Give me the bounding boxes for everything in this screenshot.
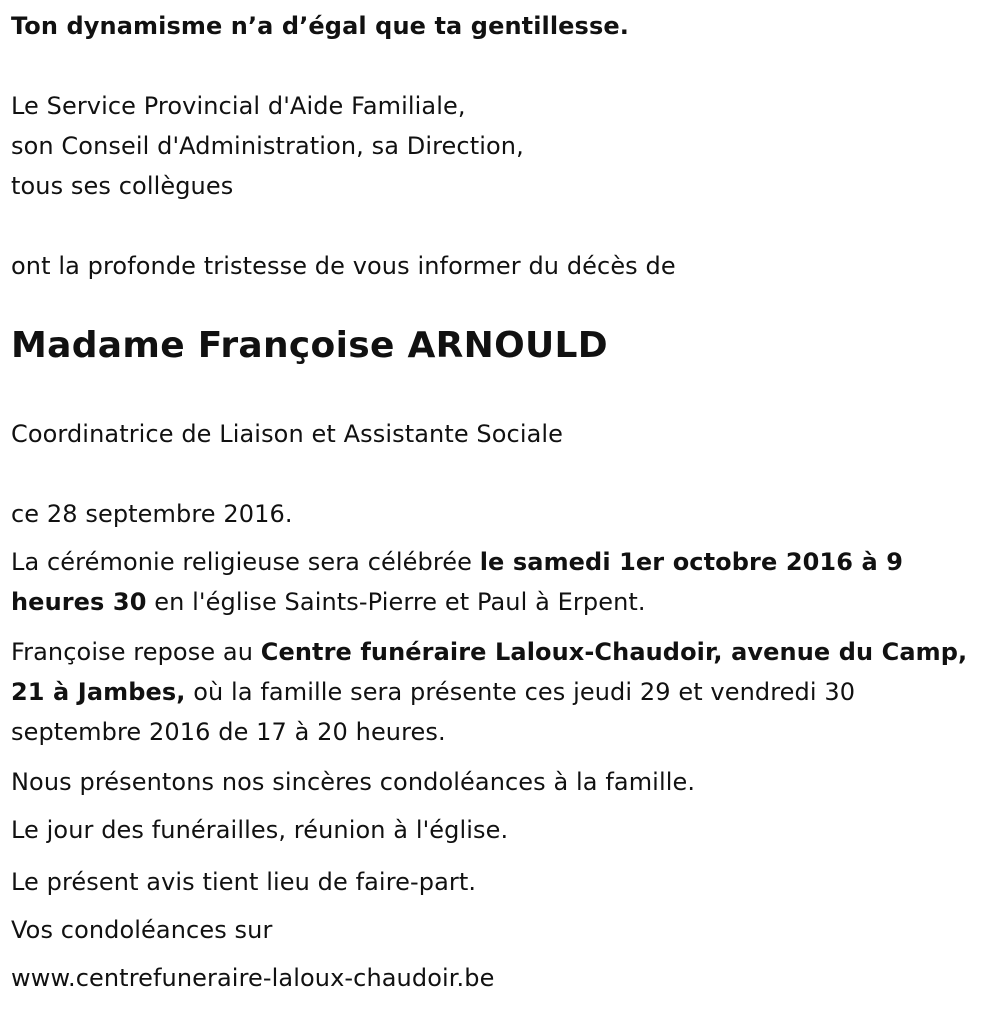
tagline: Ton dynamisme n’a d’égal que ta gentillesse.: [11, 12, 629, 40]
rest-paragraph: [11, 632, 971, 752]
date-of-death: ce 28 septembre 2016.: [11, 500, 293, 528]
condolences-online-line: Vos condoléances sur: [11, 916, 273, 944]
intro-text: ont la profonde tristesse de vous informer du décès de: [11, 252, 676, 280]
notice-line: Le présent avis tient lieu de faire-part.: [11, 868, 477, 896]
sender-line-2: son Conseil d'Administration, sa Direction,: [11, 132, 524, 160]
deceased-name: Madame Françoise ARNOULD: [11, 325, 608, 366]
website-link[interactable]: www.centrefuneraire-laloux-chaudoir.be: [11, 964, 495, 992]
deceased-role: Coordinatrice de Liaison et Assistante Sociale: [11, 420, 564, 448]
ceremony-prefix: La cérémonie religieuse sera célébrée: [11, 548, 480, 576]
funeral-meeting-line: Le jour des funérailles, réunion à l'église.: [11, 816, 509, 844]
ceremony-suffix: en l'église Saints-Pierre et Paul à Erpent.: [146, 588, 646, 616]
ceremony-paragraph: [11, 542, 971, 622]
ceremony-datetime: le samedi 1er octobre 2016 à 9 heures 30: [11, 548, 904, 616]
sender-line-1: Le Service Provincial d'Aide Familiale,: [11, 92, 466, 120]
condolences-line: Nous présentons nos sincères condoléances à la famille.: [11, 768, 696, 796]
rest-prefix: Françoise repose au: [11, 638, 261, 666]
rest-suffix: où la famille sera présente ces jeudi 29 et vendredi 30 septembre 2016 de 17 à 20 heures.: [11, 678, 856, 746]
funeral-center-address: Centre funéraire Laloux-Chaudoir, avenue du Camp, 21 à Jambes,: [11, 638, 968, 706]
sender-line-3: tous ses collègues: [11, 172, 234, 200]
